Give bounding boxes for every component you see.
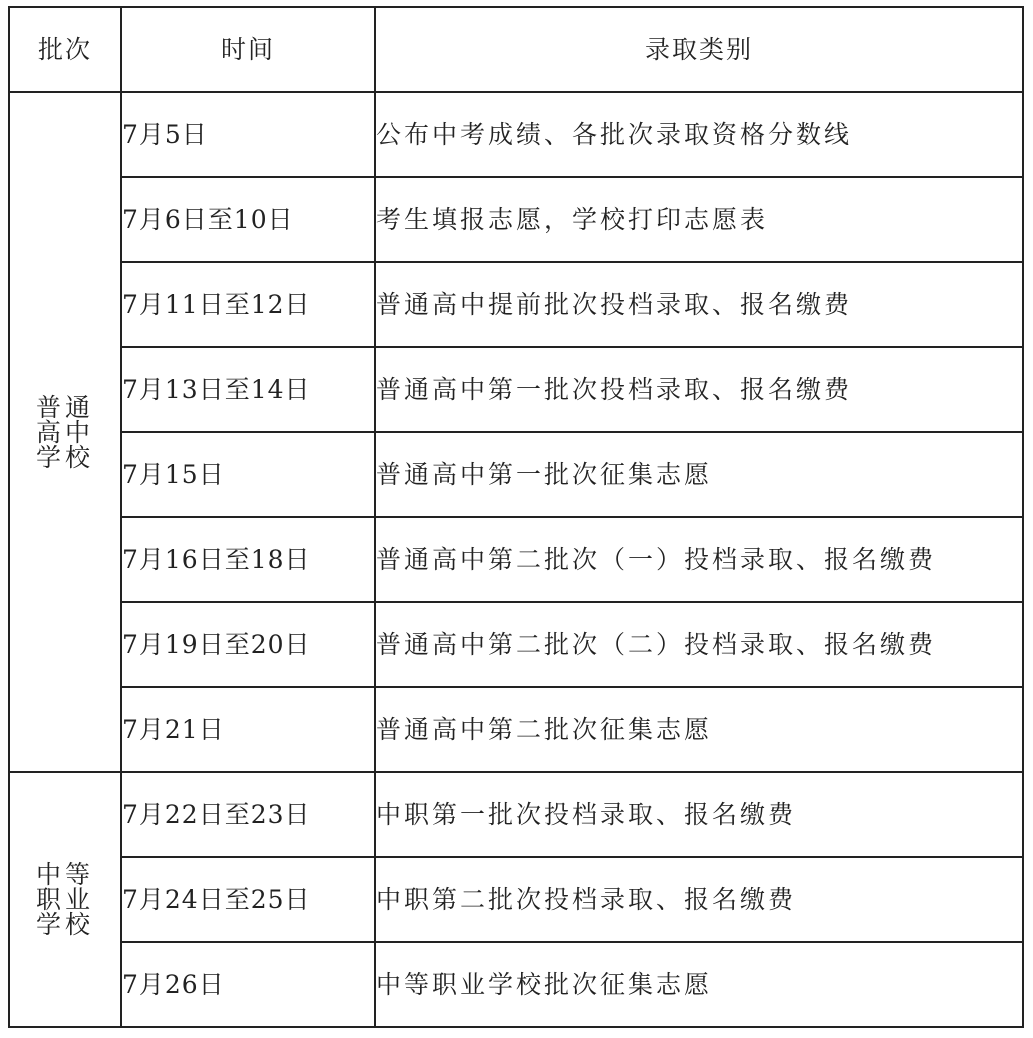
- batch-label-line: 高中: [35, 417, 94, 447]
- category-cell: 公布中考成绩、各批次录取资格分数线: [375, 92, 1023, 177]
- time-cell: 7月13日至14日: [121, 347, 375, 432]
- table-row: [9, 772, 1023, 857]
- table-row: [9, 857, 1023, 942]
- time-cell: 7月6日至10日: [121, 177, 375, 262]
- table-row: [9, 92, 1023, 177]
- time-cell: 7月26日: [121, 942, 375, 1027]
- table-row: [9, 942, 1023, 1027]
- category-cell: 考生填报志愿，学校打印志愿表: [375, 177, 1023, 262]
- category-cell: 普通高中第二批次征集志愿: [375, 687, 1023, 772]
- category-cell: 普通高中第二批次（二）投档录取、报名缴费: [375, 602, 1023, 687]
- batch-label-line: 中等: [35, 860, 94, 889]
- category-cell: 普通高中第二批次（一）投档录取、报名缴费: [375, 517, 1023, 602]
- batch-label-line: 学校: [35, 910, 94, 939]
- table-row: [9, 517, 1023, 602]
- category-cell: 中等职业学校批次征集志愿: [375, 942, 1023, 1027]
- time-cell: 7月21日: [121, 687, 375, 772]
- time-cell: 7月15日: [121, 432, 375, 517]
- admission-schedule-table: [8, 6, 1024, 1028]
- batch-label-line: 普通: [35, 392, 94, 422]
- category-cell: 中职第一批次投档录取、报名缴费: [375, 772, 1023, 857]
- batch-cell-high-school: [9, 92, 121, 772]
- category-cell: 普通高中提前批次投档录取、报名缴费: [375, 262, 1023, 347]
- category-cell: 中职第二批次投档录取、报名缴费: [375, 857, 1023, 942]
- category-cell: 普通高中第一批次征集志愿: [375, 432, 1023, 517]
- category-cell: 普通高中第一批次投档录取、报名缴费: [375, 347, 1023, 432]
- time-cell: 7月19日至20日: [121, 602, 375, 687]
- table-row: [9, 432, 1023, 517]
- table-row: [9, 177, 1023, 262]
- table-row: [9, 602, 1023, 687]
- header-batch: 批次: [9, 7, 121, 92]
- time-cell: 7月22日至23日: [121, 772, 375, 857]
- batch-cell-vocational-school: [9, 772, 121, 1027]
- table-row: [9, 262, 1023, 347]
- header-time: 时间: [121, 7, 375, 92]
- table-row: [9, 347, 1023, 432]
- table-header-row: [9, 7, 1023, 92]
- batch-label-line: 学校: [35, 442, 94, 472]
- time-cell: 7月16日至18日: [121, 517, 375, 602]
- table-row: [9, 687, 1023, 772]
- header-category: 录取类别: [375, 7, 1023, 92]
- batch-label-line: 职业: [35, 885, 94, 914]
- time-cell: 7月24日至25日: [121, 857, 375, 942]
- time-cell: 7月5日: [121, 92, 375, 177]
- time-cell: 7月11日至12日: [121, 262, 375, 347]
